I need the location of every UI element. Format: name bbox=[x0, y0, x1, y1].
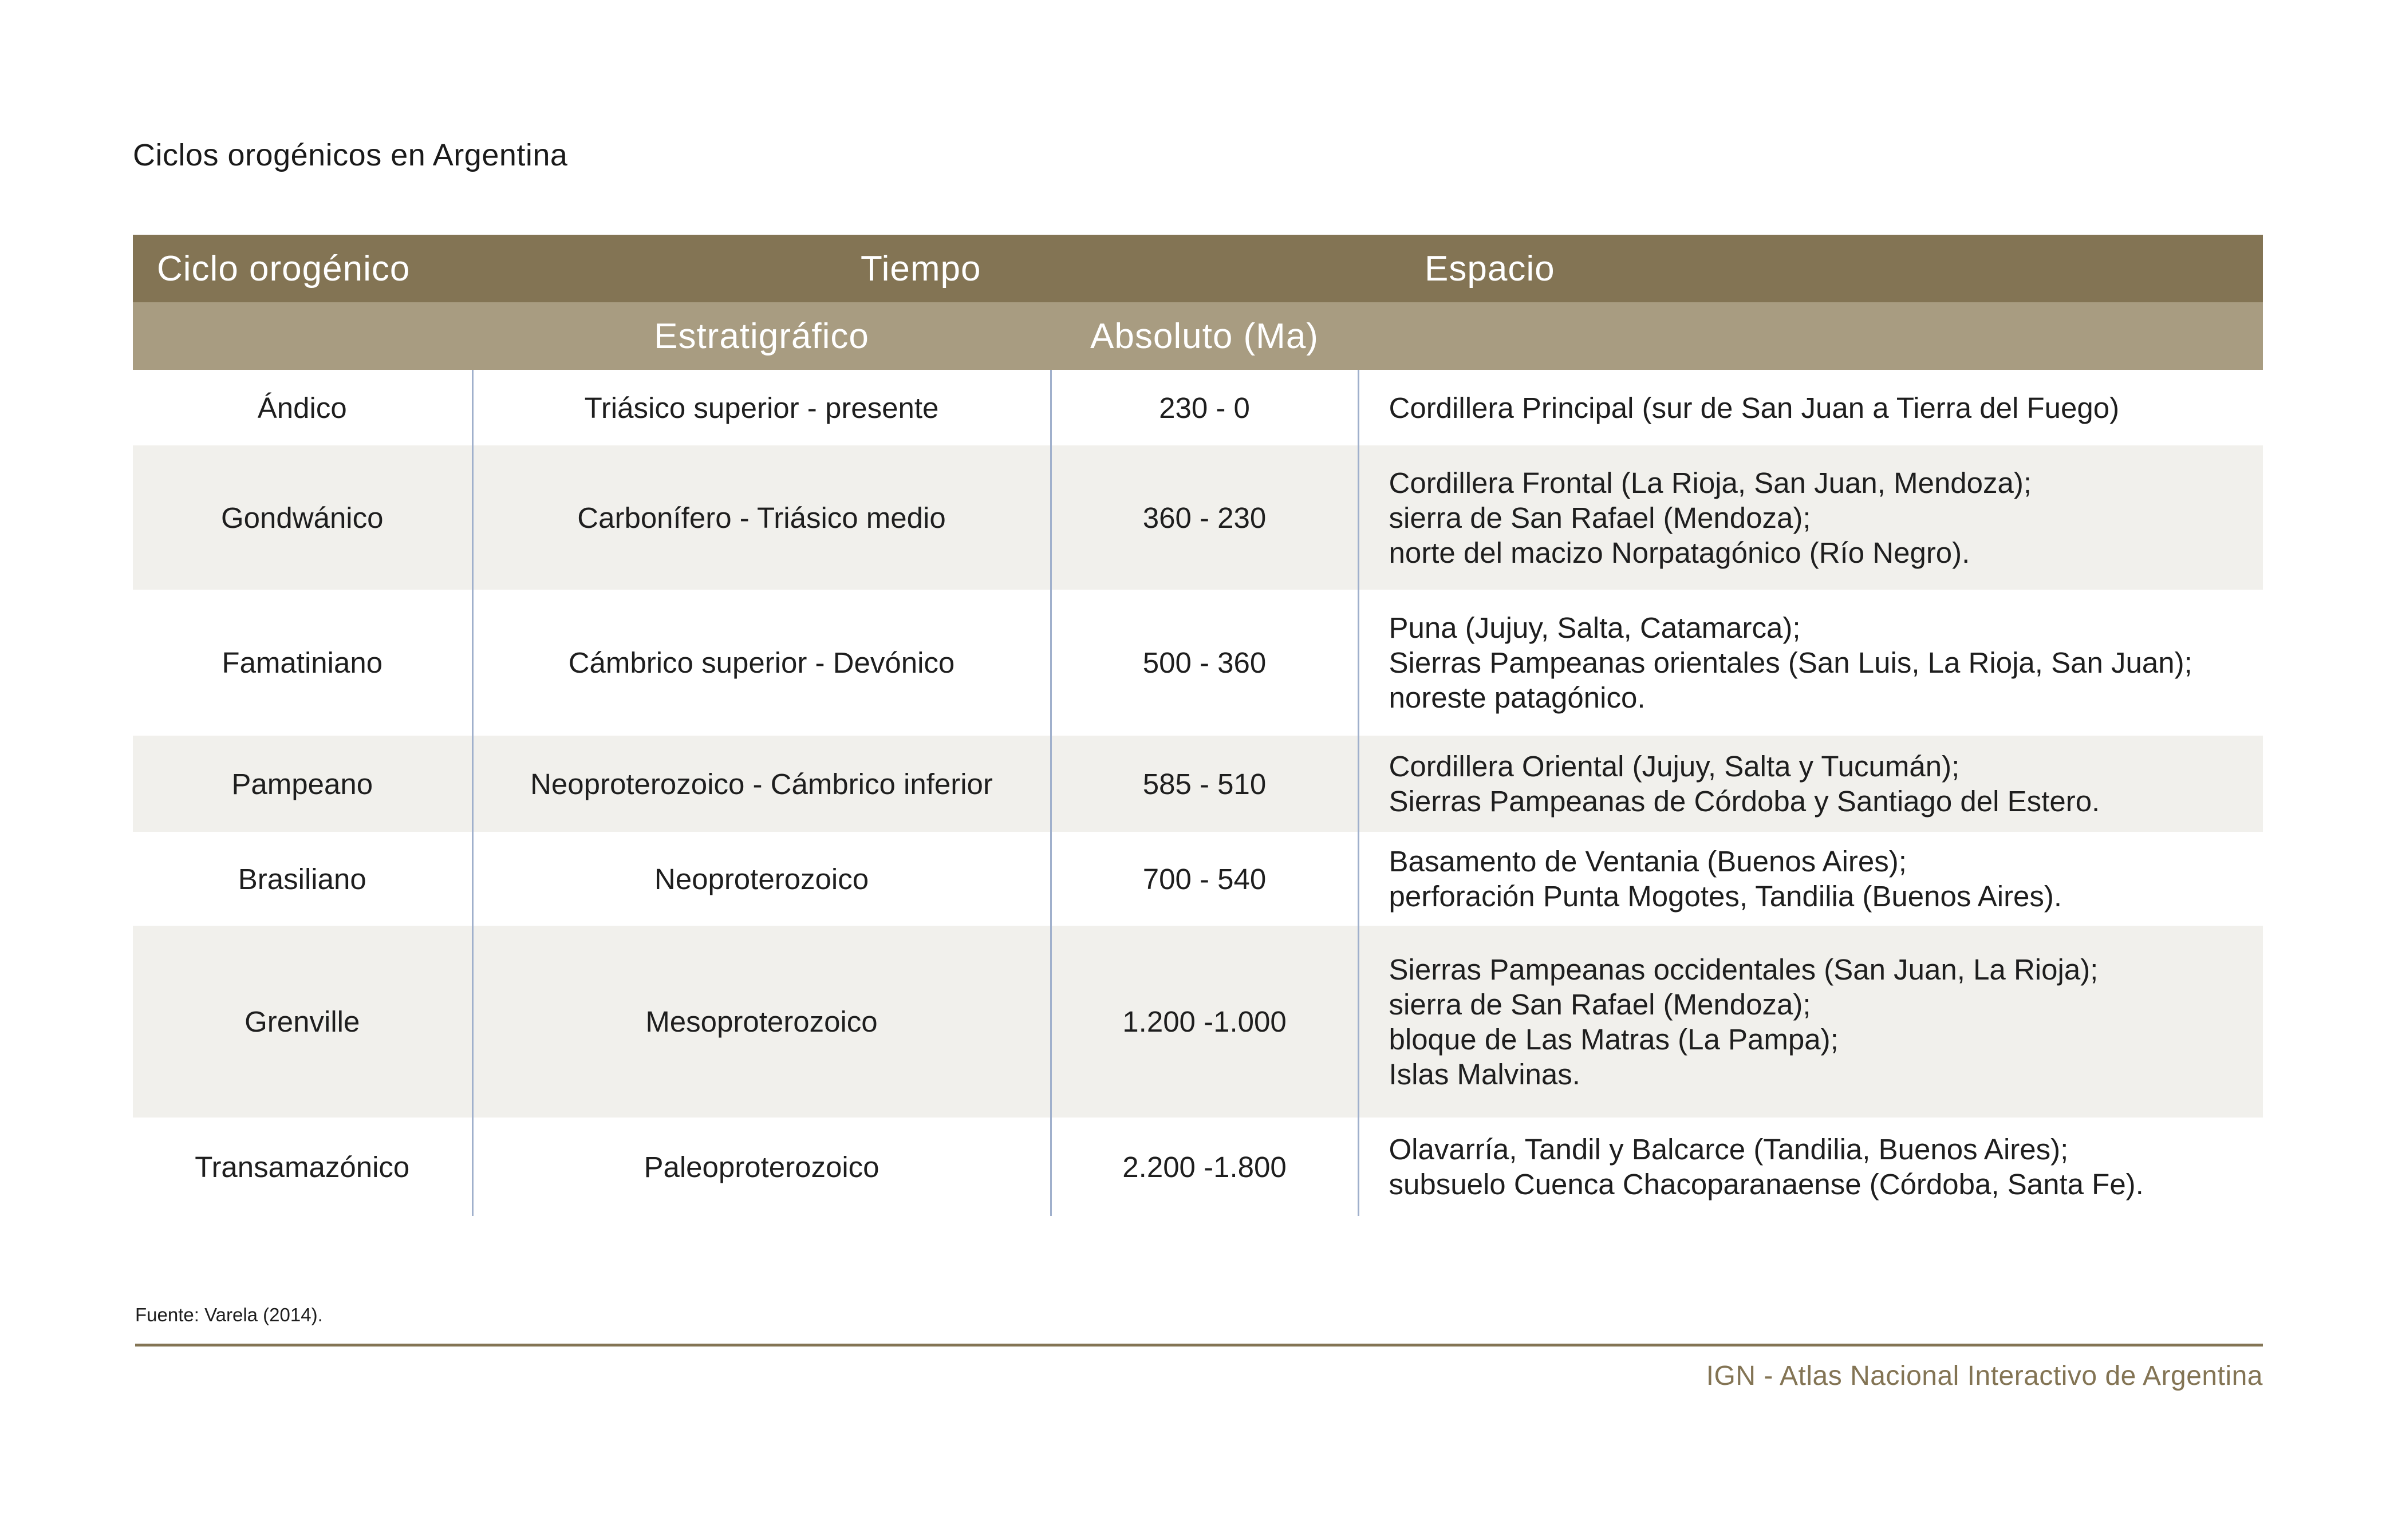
cell-estratigrafico: Triásico superior - presente bbox=[472, 370, 1051, 445]
header-tiempo: Tiempo bbox=[472, 235, 1358, 302]
espacio-line: noreste patagónico. bbox=[1389, 681, 1646, 714]
cell-espacio bbox=[1358, 590, 2263, 736]
cell-estratigrafico: Carbonífero - Triásico medio bbox=[472, 445, 1051, 590]
cell-ciclo: Gondwánico bbox=[133, 445, 472, 590]
header-empty-cell bbox=[133, 302, 472, 370]
cell-estratigrafico: Neoproterozoico - Cámbrico inferior bbox=[472, 736, 1051, 832]
espacio-line: subsuelo Cuenca Chacoparanaense (Córdoba, Santa Fe). bbox=[1389, 1168, 2144, 1201]
espacio-line: Basamento de Ventania (Buenos Aires); bbox=[1389, 845, 1907, 878]
table-row bbox=[133, 445, 2263, 590]
cell-ciclo: Pampeano bbox=[133, 736, 472, 832]
cell-ciclo: Transamazónico bbox=[133, 1118, 472, 1216]
espacio-line: Olavarría, Tandil y Balcarce (Tandilia, Buenos Aires); bbox=[1389, 1133, 2069, 1166]
cell-absoluto: 230 - 0 bbox=[1051, 370, 1358, 445]
cell-absoluto: 2.200 -1.800 bbox=[1051, 1118, 1358, 1216]
header-estratigrafico: Estratigráfico bbox=[472, 302, 1051, 370]
cell-ciclo: Ándico bbox=[133, 370, 472, 445]
header-espacio: Espacio bbox=[1358, 235, 2263, 302]
espacio-line: sierra de San Rafael (Mendoza); bbox=[1389, 988, 1811, 1021]
header-row-secondary bbox=[133, 302, 2263, 370]
table-body bbox=[133, 370, 2263, 1216]
cell-espacio bbox=[1358, 370, 2263, 445]
footer-divider bbox=[135, 1344, 2263, 1346]
table-row bbox=[133, 832, 2263, 926]
espacio-line: sierra de San Rafael (Mendoza); bbox=[1389, 501, 1811, 534]
cell-ciclo: Brasiliano bbox=[133, 832, 472, 926]
cell-espacio bbox=[1358, 926, 2263, 1118]
cell-estratigrafico: Mesoproterozoico bbox=[472, 926, 1051, 1118]
espacio-line: Cordillera Oriental (Jujuy, Salta y Tucumán); bbox=[1389, 750, 1960, 783]
cell-absoluto: 585 - 510 bbox=[1051, 736, 1358, 832]
footer-credit: IGN - Atlas Nacional Interactivo de Argentina bbox=[1706, 1361, 2263, 1391]
table-row bbox=[133, 1118, 2263, 1216]
cell-espacio bbox=[1358, 445, 2263, 590]
source-note: Fuente: Varela (2014). bbox=[135, 1304, 323, 1325]
cell-absoluto: 360 - 230 bbox=[1051, 445, 1358, 590]
cell-estratigrafico: Paleoproterozoico bbox=[472, 1118, 1051, 1216]
table-row bbox=[133, 736, 2263, 832]
espacio-line: norte del macizo Norpatagónico (Río Negro). bbox=[1389, 536, 1970, 569]
header-row-primary bbox=[133, 235, 2263, 302]
espacio-line: bloque de Las Matras (La Pampa); bbox=[1389, 1022, 1839, 1056]
header-absoluto: Absoluto (Ma) bbox=[1051, 302, 1358, 370]
cell-absoluto: 1.200 -1.000 bbox=[1051, 926, 1358, 1118]
espacio-line: Puna (Jujuy, Salta, Catamarca); bbox=[1389, 611, 1801, 644]
espacio-line: Islas Malvinas. bbox=[1389, 1057, 1580, 1091]
espacio-line: Sierras Pampeanas de Córdoba y Santiago del Estero. bbox=[1389, 785, 2100, 818]
cell-absoluto: 500 - 360 bbox=[1051, 590, 1358, 736]
espacio-line: Sierras Pampeanas orientales (San Luis, La Rioja, San Juan); bbox=[1389, 646, 2192, 679]
header-empty-cell bbox=[1358, 302, 2263, 370]
espacio-line: perforación Punta Mogotes, Tandilia (Buenos Aires). bbox=[1389, 880, 2062, 913]
cell-ciclo: Famatiniano bbox=[133, 590, 472, 736]
espacio-line: Cordillera Principal (sur de San Juan a Tierra del Fuego) bbox=[1389, 391, 2120, 424]
espacio-line: Cordillera Frontal (La Rioja, San Juan, Mendoza); bbox=[1389, 466, 2032, 499]
cell-estratigrafico: Cámbrico superior - Devónico bbox=[472, 590, 1051, 736]
page-title: Ciclos orogénicos en Argentina bbox=[133, 138, 568, 172]
cell-espacio bbox=[1358, 1118, 2263, 1216]
cell-absoluto: 700 - 540 bbox=[1051, 832, 1358, 926]
espacio-line: Sierras Pampeanas occidentales (San Juan, La Rioja); bbox=[1389, 953, 2099, 986]
table-row bbox=[133, 370, 2263, 445]
cell-ciclo: Grenville bbox=[133, 926, 472, 1118]
header-ciclo: Ciclo orogénico bbox=[133, 235, 472, 302]
cell-estratigrafico: Neoproterozoico bbox=[472, 832, 1051, 926]
orogenic-cycles-table bbox=[133, 235, 2263, 1216]
table-row bbox=[133, 590, 2263, 736]
cell-espacio bbox=[1358, 832, 2263, 926]
cell-espacio bbox=[1358, 736, 2263, 832]
table-row bbox=[133, 926, 2263, 1118]
